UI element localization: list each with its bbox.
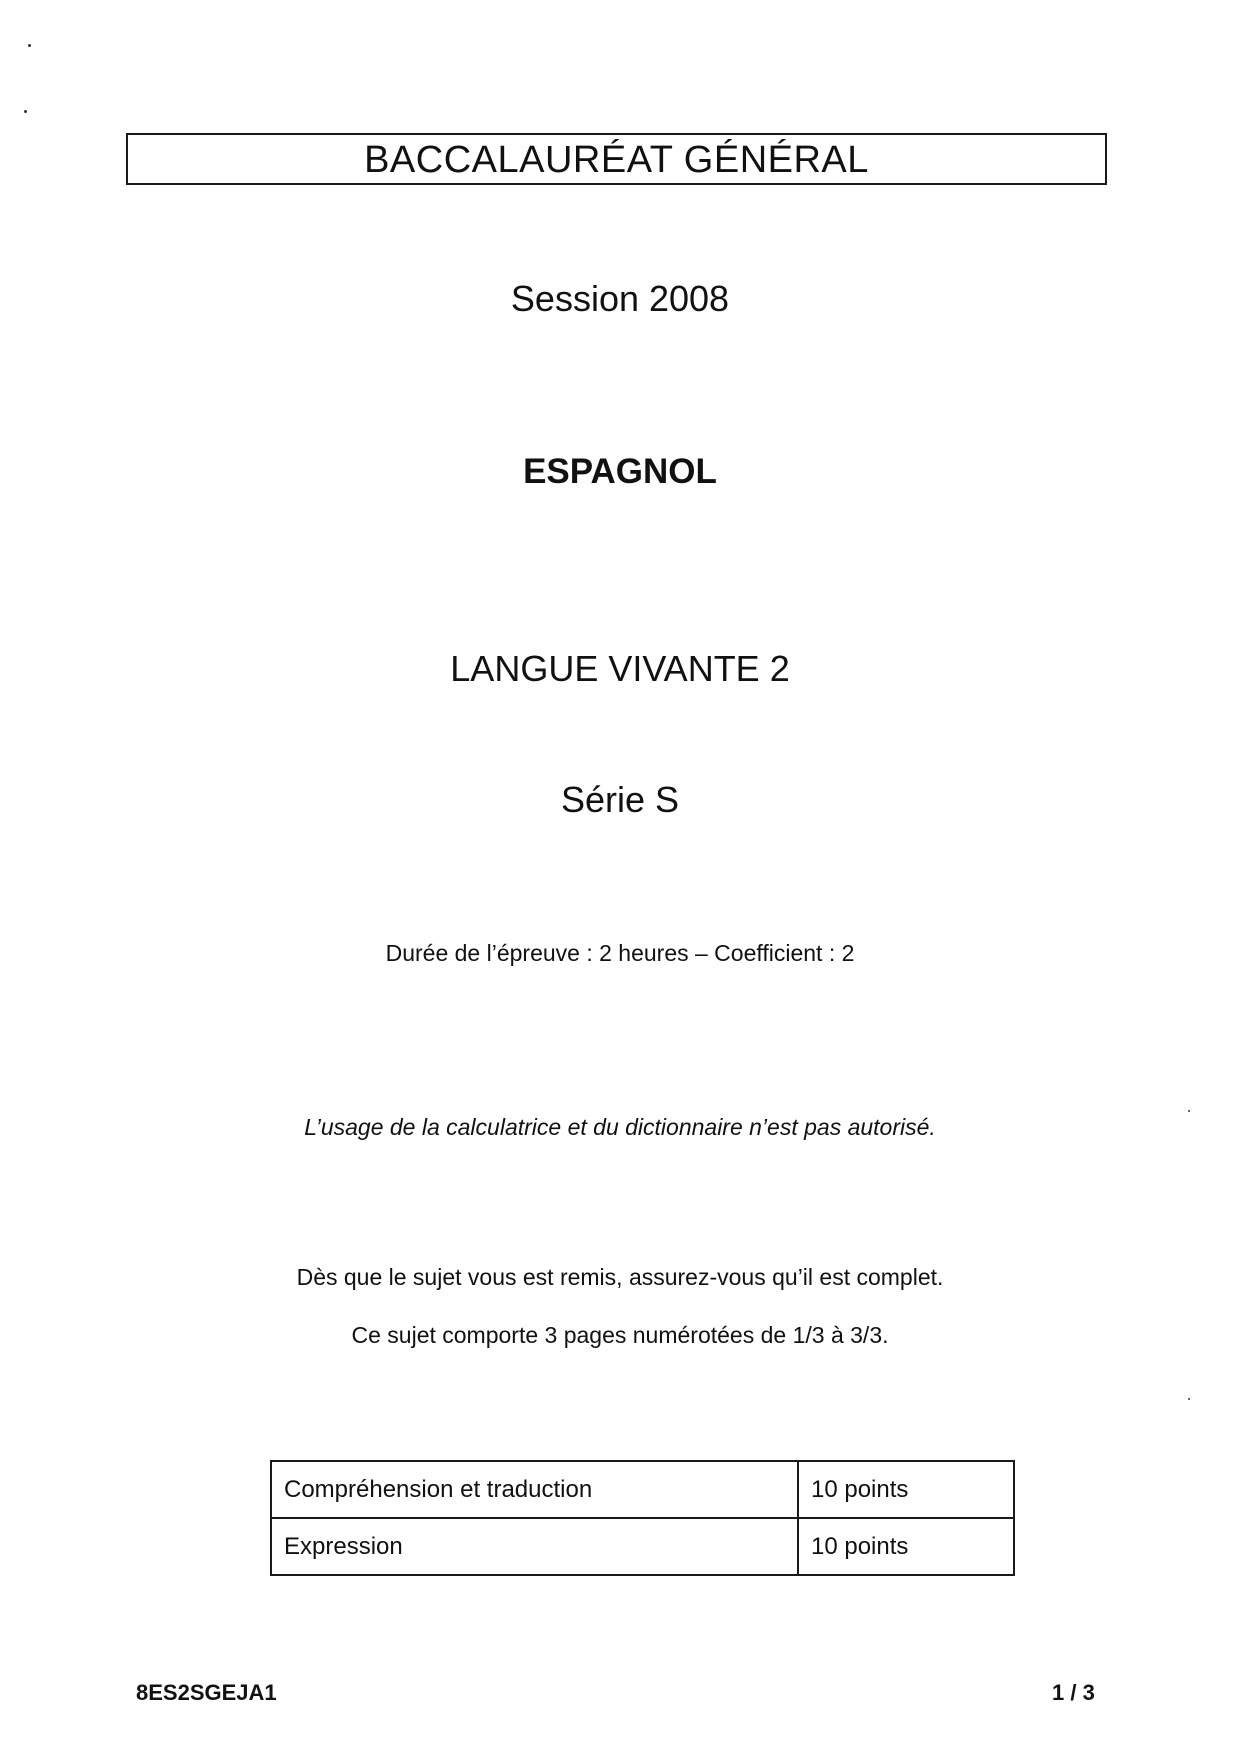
duration-text: Durée de l’épreuve : 2 heures – Coefficient : 2 xyxy=(385,940,855,966)
table-row xyxy=(271,1461,1014,1518)
scan-speck xyxy=(24,110,27,113)
scan-speck xyxy=(1188,1110,1190,1112)
language-level-label: LANGUE VIVANTE 2 xyxy=(450,648,790,689)
scan-speck xyxy=(1188,1398,1190,1400)
subject-label: ESPAGNOL xyxy=(523,452,717,491)
score-table xyxy=(270,1460,1015,1576)
pages-notice: Ce sujet comporte 3 pages numérotées de 1/3 à 3/3. xyxy=(351,1322,889,1348)
page-number: 1 / 3 xyxy=(1052,1680,1095,1705)
section-name: Compréhension et traduction xyxy=(271,1461,798,1518)
scan-speck xyxy=(28,44,31,47)
series-label: Série S xyxy=(560,779,680,820)
section-points: 10 points xyxy=(798,1518,1014,1575)
section-points: 10 points xyxy=(798,1461,1014,1518)
title-box xyxy=(126,133,1107,185)
table-row xyxy=(271,1518,1014,1575)
page-title: BACCALAURÉAT GÉNÉRAL xyxy=(364,139,869,181)
section-name: Expression xyxy=(271,1518,798,1575)
session-label: Session 2008 xyxy=(510,278,730,319)
exam-code: 8ES2SGEJA1 xyxy=(136,1680,277,1705)
completeness-notice: Dès que le sujet vous est remis, assurez-vous qu’il est complet. xyxy=(296,1264,944,1290)
calculator-notice: L’usage de la calculatrice et du dictionnaire n’est pas autorisé. xyxy=(304,1114,936,1140)
